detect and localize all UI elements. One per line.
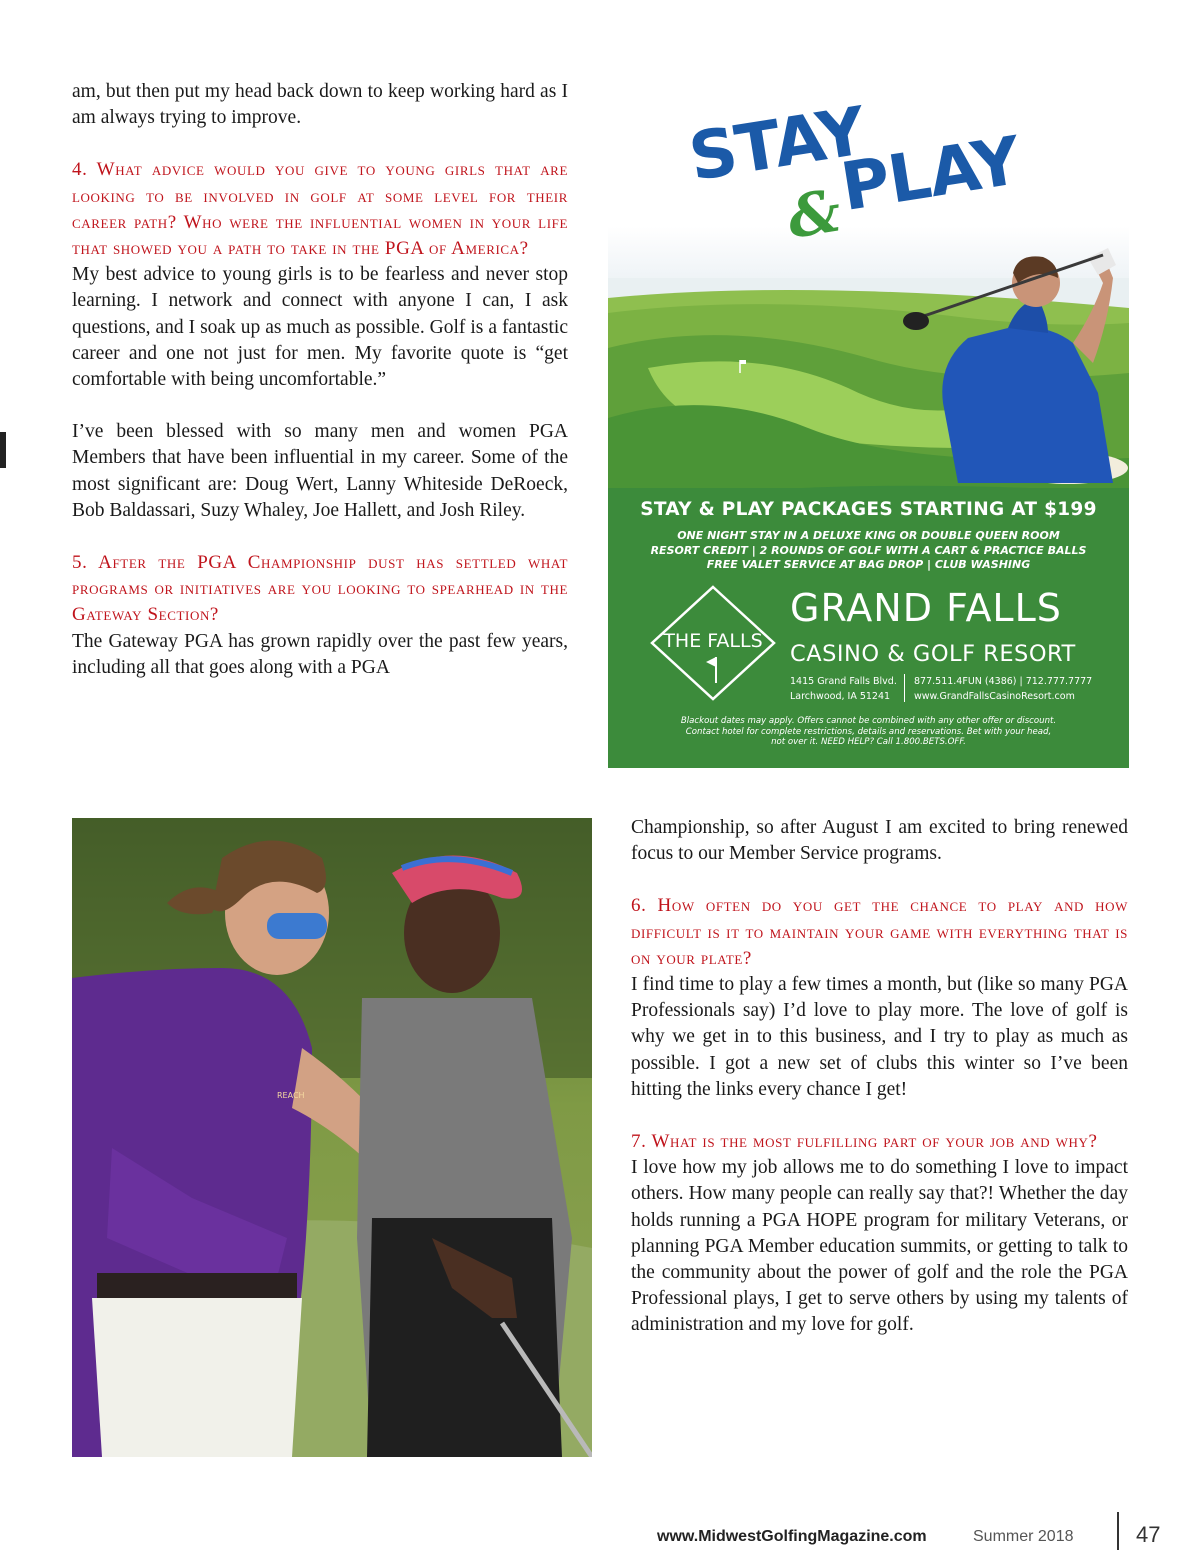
answer-6: I find time to play a few times a month, but (like so many PGA Professionals say) I’d love to play more. The love of golf is why we get in to this business, and I try to play as much as possible. I got a new set of clubs this winter so I’ve been hitting the links every chance I get!	[631, 974, 1128, 1100]
the-falls-logo	[648, 583, 778, 701]
article-left-column	[72, 79, 568, 681]
answer-4-paragraph-2: I’ve been blessed with so many men and women PGA Members that have been influential in my career. Some of the most significant are: Doug Wert, Lanny Whiteside DeRoeck, Bob Baldassari, Suzy Whaley, Joe Hallett, and Josh Riley.	[72, 421, 568, 521]
ad-phones: 877.511.4FUN (4386) | 712.777.7777	[914, 676, 1093, 687]
ad-package-details	[608, 529, 1129, 573]
ad-disclaimer-line: Contact hotel for complete restrictions, details and reservations. Bet with your head,	[685, 726, 1052, 737]
footer-divider	[1117, 1512, 1119, 1550]
ad-contact-divider	[904, 674, 905, 702]
answer-4-paragraph-1: My best advice to young girls is to be fearless and never stop learning. I network and connect with anyone I can, I ask questions, and I soak up as much as possible. Golf is a fantastic career and one not just for men. My favorite quote is “get comfortable with being uncomfortable.”	[72, 264, 568, 391]
ad-brand-subtitle: CASINO & GOLF RESORT	[790, 641, 1076, 667]
instruction-photo	[72, 818, 592, 1457]
ad-disclaimer-line: Blackout dates may apply. Offers cannot be combined with any other offer or discount.	[680, 716, 1057, 726]
ad-detail-line: ONE NIGHT STAY IN A DELUXE KING OR DOUBLE QUEEN ROOM	[677, 529, 1060, 542]
ad-disclaimer	[608, 716, 1129, 748]
article-right-column	[631, 815, 1128, 1339]
ad-headline: STAY & PLAY PACKAGES STARTING AT $199	[640, 499, 1097, 520]
question-4: 4. What advice would you give to young girls that are looking to be involved in golf at some level for their career path? Who were the influential women in your life that showed you a path to take in the PGA of America?	[72, 159, 568, 260]
shirt-logo-text: REACH	[277, 1091, 305, 1100]
ad-street: 1415 Grand Falls Blvd.	[790, 676, 897, 687]
question-5: 5. After the PGA Championship dust has settled what programs or initiatives are you looking to spearhead in the Gateway Section?	[72, 552, 568, 626]
ad-play-word: PLAY	[836, 122, 1025, 227]
ad-disclaimer-line: not over it. NEED HELP? Call 1.800.BETS.OFF.	[771, 737, 966, 747]
page-number: 47	[1136, 1522, 1161, 1547]
logo-text: THE FALLS	[663, 630, 763, 652]
ad-detail-line: FREE VALET SERVICE AT BAG DROP | CLUB WASHING	[706, 558, 1031, 571]
ad-detail-line: RESORT CREDIT | 2 ROUNDS OF GOLF WITH A CART & PRACTICE BALLS	[650, 543, 1087, 557]
ad-city: Larchwood, IA 51241	[790, 691, 891, 702]
golf-lesson-illustration	[72, 818, 592, 1457]
question-7: 7. What is the most fulfilling part of your job and why?	[631, 1131, 1098, 1153]
ad-brand-name: GRAND FALLS	[790, 586, 1062, 630]
page-edge-mark	[0, 432, 6, 468]
footer-website[interactable]: www.MidwestGolfingMagazine.com	[657, 1528, 927, 1545]
ad-stay-word: STAY	[684, 92, 870, 197]
ad-ampersand: &	[783, 176, 846, 252]
answer-7: I love how my job allows me to do something I love to impact others. How many people can really say that?! Whether the day holds running a PGA HOPE program for military Veterans, or planning PGA Member education summits, or getting to talk to the community about the power of golf and the role the PGA Professional plays, I get to serve others by using my talents of administration and my love for golf.	[631, 1157, 1128, 1336]
stay-and-play-advertisement[interactable]	[608, 78, 1129, 768]
golfer-figure	[898, 243, 1129, 483]
article-paragraph: am, but then put my head back down to keep working hard as I am always trying to improve.	[72, 81, 568, 129]
answer-5-paragraph: The Gateway PGA has grown rapidly over the past few years, including all that goes along with a PGA	[72, 630, 568, 678]
ad-website[interactable]: www.GrandFallsCasinoResort.com	[914, 691, 1075, 702]
footer-issue: Summer 2018	[973, 1528, 1074, 1545]
question-6: 6. How often do you get the chance to play and how difficult is it to maintain your game with everything that is on your plate?	[631, 895, 1128, 969]
answer-5-continued: Championship, so after August I am excited to bring renewed focus to our Member Service programs.	[631, 817, 1128, 865]
